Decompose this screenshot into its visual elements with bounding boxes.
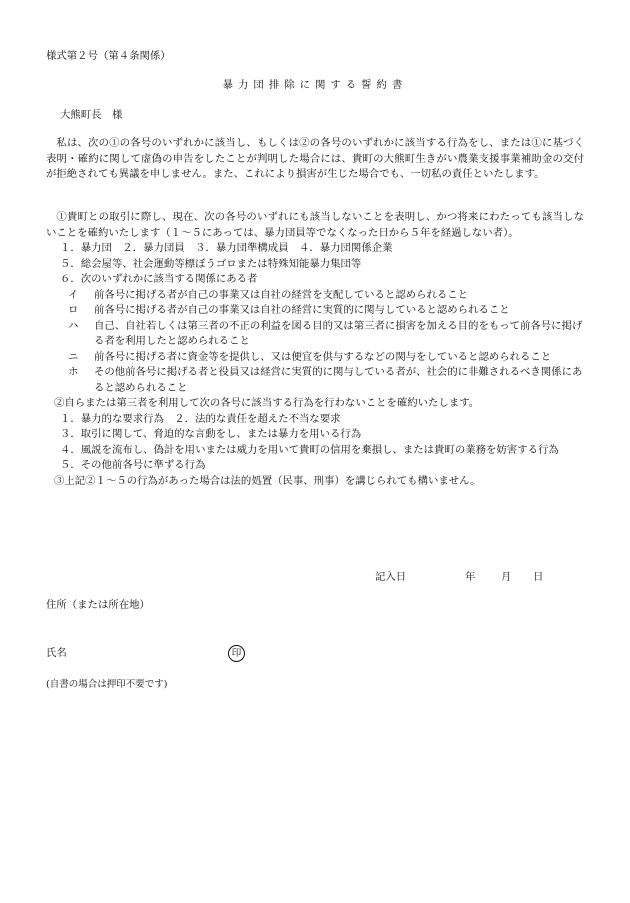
- list-item: [46, 443, 584, 459]
- item-key: ５．: [60, 459, 81, 471]
- item-text: 風説を流布し、偽計を用いまたは威力を用いて貴町の信用を棄損し、または貴町の業務を妨害する行為: [80, 443, 559, 456]
- intro-text: 私は、次の①の各号のいずれかに該当し、もしくは②の各号のいずれかに該当する行為をし、または①に基づく表明・確約に関して虚偽の申告をしたことが判明した場合には、貴町の大熊町生きがい農業支援事業補助金の交付が拒絶されても異議を申しません。また、これにより損害が生じた場合でも、一切私の責任といたします。: [46, 137, 584, 180]
- section1-heading: ①貴町との取引に際し、現在、次の各号のいずれにも該当しないことを表明し、かつ将来にわたっても該当しないことを確約いたします（１～５にあっては、暴力団員等でなくなった日から５年を経過しない者）。: [46, 211, 584, 239]
- section3-text: ③上記②１～５の行為があった場合は法的処置（民事、刑事）を講じられても構いません。: [54, 474, 481, 487]
- form-number: 様式第２号（第４条関係）: [46, 50, 171, 62]
- seal-mark: 印: [228, 645, 245, 662]
- sub-item-text: その他前各号に掲げる者と役員又は経営に実質的に関与している者が、社会的に非難されるべき関係にあると認められること: [94, 366, 583, 394]
- item-text: その他前各号に準ずる行為: [80, 459, 206, 471]
- document-title: 暴力団排除に関する誓約書: [222, 79, 408, 91]
- sub-item-key: ハ: [68, 319, 79, 332]
- section1-list: [46, 241, 584, 396]
- list-item: ５．総会屋等、社会運動等標ぼうゴロまたは特殊知能暴力集団等: [60, 257, 362, 270]
- date-month: 月: [501, 571, 512, 583]
- address-label: 住所（または所在地）: [46, 599, 150, 611]
- item-key: ３．: [60, 428, 81, 440]
- date-line: [375, 570, 543, 586]
- sub-item-key: ロ: [68, 304, 79, 316]
- sub-item-text: 前各号に掲げる者に資金等を提供し、又は便宜を供与するなどの関与をしていると認められること: [94, 350, 552, 363]
- sub-item-text: 前各号に掲げる者が自己の事業又は自社の経営を支配していると認められること: [94, 288, 469, 301]
- intro-paragraph: [46, 136, 584, 183]
- addressee: 大熊町長 様: [60, 109, 123, 121]
- item-text: 暴力的な要求行為 ２．法的な責任を超えた不当な要求: [80, 412, 341, 425]
- sub-item-key: イ: [68, 288, 79, 301]
- date-label: 記入日: [375, 571, 407, 583]
- date-year: 年: [465, 571, 476, 583]
- item-text: 取引に関して、脅迫的な言動をし、または暴力を用いる行為: [80, 428, 362, 440]
- name-label: 氏名: [46, 647, 67, 659]
- sub-item-key: ニ: [68, 350, 79, 363]
- section2-list: [46, 412, 584, 474]
- item-key: ４．: [60, 443, 81, 456]
- pledge-body: [46, 210, 584, 489]
- list-item: [46, 288, 584, 304]
- list-item: ６．次のいずれかに該当する関係にある者: [60, 273, 258, 285]
- section2-heading: ②自らまたは第三者を利用して次の各号に該当する行為を行わないことを確約いたします。: [54, 397, 480, 409]
- list-item: [46, 412, 584, 428]
- list-item: [46, 319, 584, 350]
- sub-item-text: 自己、自社若しくは第三者の不正の利益を図る目的又は第三者に損害を加える目的をもって前各号に掲げる者を利用したと認められること: [94, 319, 583, 347]
- list-item: １．暴力団 ２．暴力団員 ３．暴力団準構成員 ４．暴力団関係企業: [60, 242, 393, 254]
- list-item: [46, 350, 584, 366]
- sub-item-text: 前各号に掲げる者が自己の事業又は自社の経営に実質的に関与していると認められること: [94, 304, 510, 316]
- list-item: [46, 427, 584, 443]
- list-item: [46, 365, 584, 396]
- date-day: 日: [533, 571, 544, 583]
- sub-item-key: ホ: [68, 366, 79, 378]
- seal-note: (自書の場合は押印不要です): [46, 679, 168, 690]
- list-item: [46, 303, 584, 319]
- item-key: １．: [60, 412, 81, 425]
- list-item: [46, 458, 584, 474]
